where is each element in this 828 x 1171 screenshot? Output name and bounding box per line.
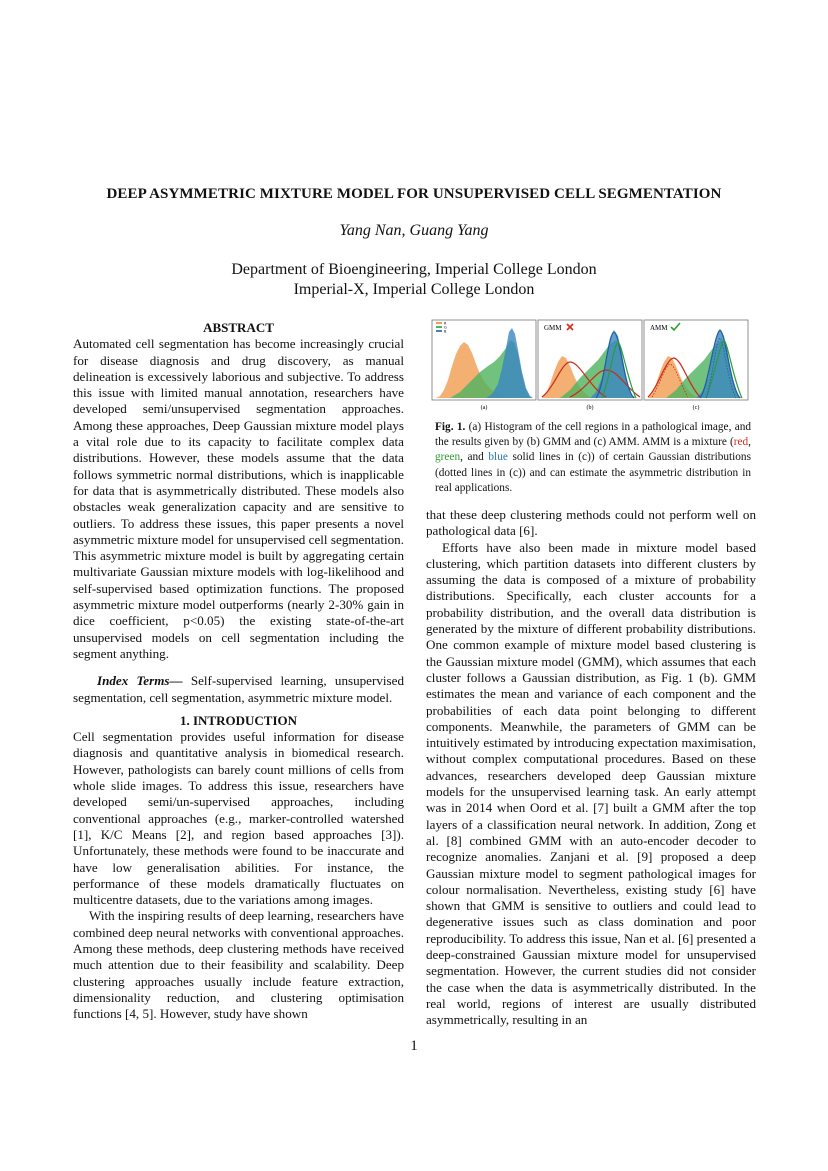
right-column [426, 507, 756, 1029]
subcaption-a: (a) [480, 405, 488, 411]
legend-label-b: B [444, 329, 447, 334]
panel-a [432, 320, 536, 411]
figure-1 [430, 318, 750, 418]
legend-label-r: R [444, 321, 447, 326]
left-column [73, 320, 404, 1022]
abstract-heading: ABSTRACT [203, 320, 274, 335]
figure-caption [435, 420, 751, 496]
legend-swatch-g [436, 326, 442, 328]
affiliation [0, 260, 828, 300]
subcaption-b: (b) [586, 405, 594, 411]
affiliation-line-2: Imperial-X, Imperial College London [293, 281, 535, 298]
abstract-text: Automated cell segmentation has become increasingly crucial for disease diagnosis and drug discovery, as manual delineation is excessively laborious and subjective. To address this issue with limited manual annotation, researchers have developed semi/unsupervised segmentation approaches. Among these approaches, Deep Gaussian mixture model plays a vital role due to its capacity to facilitate complex data distributions. However, these models assume that the data follows symmetric normal distributions, which is inapplicable for data that is asymmetrically distributed. These models also obstacles weak generalization capacity and are sensitive to outliers. To address these issues, this paper presents a novel asymmetric mixture model for unsupervised cell segmentation. This asymmetric mixture model is built by aggregating certain multivariate Gaussian mixture models with log-likelihood and self-supervised based optimization functions. The proposed asymmetric mixture model outperforms (nearly 2-30% gain in dice coefficient, p<0.05) the existing state-of-the-art unsupervised models on cell segmentation including the segment anything. [73, 336, 404, 661]
legend-swatch-r [436, 322, 442, 324]
amm-label: AMM [650, 324, 668, 332]
introduction-heading: 1. INTRODUCTION [179, 712, 297, 728]
intro-paragraph-1: Cell segmentation provides useful information for disease diagnosis and quantitative analysis in biomedical research. However, pathologists can barely count millions of cells from whole slide images. To address this issue, researchers have developed semi/un-supervised approaches, including conventional approaches (e.g., marker-controlled watershed [1], K/C Means [2], and region based approaches [3]). Unfortunately, these methods were found to be inaccurate and have low generalisation abilities. For instance, the performance of these models dramatically fluctuates on multicentre datasets, due to the variations among images. [73, 729, 404, 908]
caption-sep-1: , [748, 436, 751, 449]
panel-c [644, 320, 748, 411]
intro-paragraph-3: that these deep clustering methods could not perform well on pathological data [6]. [426, 507, 756, 539]
panel-b [538, 320, 642, 411]
index-terms-label: Index Terms— [97, 673, 183, 689]
intro-paragraph-4: Efforts have also been made in mixture model based clustering, which partition datasets into different clusters by assuming the data is composed of a mixture of probability distributions. Specifically, each cluster accounts for a probability distribution, and the overall data distribution is generated by the mixture of different probability distributions. One common example of mixture model based clustering is the Gaussian mixture model (GMM), which assumes that each cluster follows a Gaussian distribution, as Fig. 1 (b). GMM estimates the mean and variance of each component and the probabilities of each data point belonging to different components. Meanwhile, the parameters of GMM can be intuitively estimated by introducing expectation maximisation, without complex computational procedures. Based on these advances, researchers developed deep Gaussian mixture models for the unsupervised learning task. An early attempt was in 2014 when Oord et al. [7] built a GMM after the top layers of a classification neural network. In addition, Zong et al. [8] combined GMM with an auto-encoder decoder to recognize anomalies. Zanjani et al. [9] proposed a deep Gaussian mixture model to segment pathological images for colour normalisation. Nevertheless, existing study [6] have shown that GMM is sensitive to outliers and could lead to degenerative issues such as class domination and poor reproducibility. To address this issue, Nan et al. [6] presented a deep-constrained Gaussian mixture model for unsupervised segmentation. However, the current studies did not consider the case when the data is asymmetrically distributed. In the real world, regions of interest are usually distributed asymmetrically, resulting in an [426, 539, 756, 1028]
paper-title: DEEP ASYMMETRIC MIXTURE MODEL FOR UNSUPERVISED CELL SEGMENTATION [106, 186, 722, 202]
index-terms-text: Self-supervised learning, unsupervised segmentation, cell segmentation, asymmetric mixture model. [73, 673, 404, 705]
subcaption-c: (c) [692, 405, 700, 411]
caption-sep-2: , and [460, 451, 489, 464]
caption-label: Fig. 1. [435, 421, 466, 433]
affiliation-line-1: Department of Bioengineering, Imperial College London [231, 261, 597, 278]
caption-text-1: (a) Histogram of the cell regions in a pathological image, and the results given by (b) GMM and (c) AMM. AMM is a mixture ( [435, 421, 752, 449]
authors: Yang Nan, Guang Yang [339, 222, 489, 239]
caption-blue: blue [488, 451, 508, 464]
legend-label-g: G [444, 325, 447, 330]
legend-swatch-b [436, 330, 442, 332]
page-number: 1 [410, 1038, 418, 1054]
intro-paragraph-2: With the inspiring results of deep learning, researchers have combined deep neural networks with conventional approaches. Among these methods, deep clustering methods have received much attention due to their feasibility and scalability. Deep clustering approaches usually include feature extraction, dimensionality reduction, and clustering optimisation functions [4, 5]. However, study have shown [73, 908, 404, 1022]
index-terms [73, 673, 404, 706]
caption-green: green [435, 451, 461, 464]
caption-text-2: solid lines in (c)) of certain Gaussian distributions (dotted lines in (c)) and can estimate the asymmetric distribution in real applications. [435, 451, 751, 494]
gmm-label: GMM [544, 324, 562, 332]
caption-red: red [733, 436, 749, 449]
